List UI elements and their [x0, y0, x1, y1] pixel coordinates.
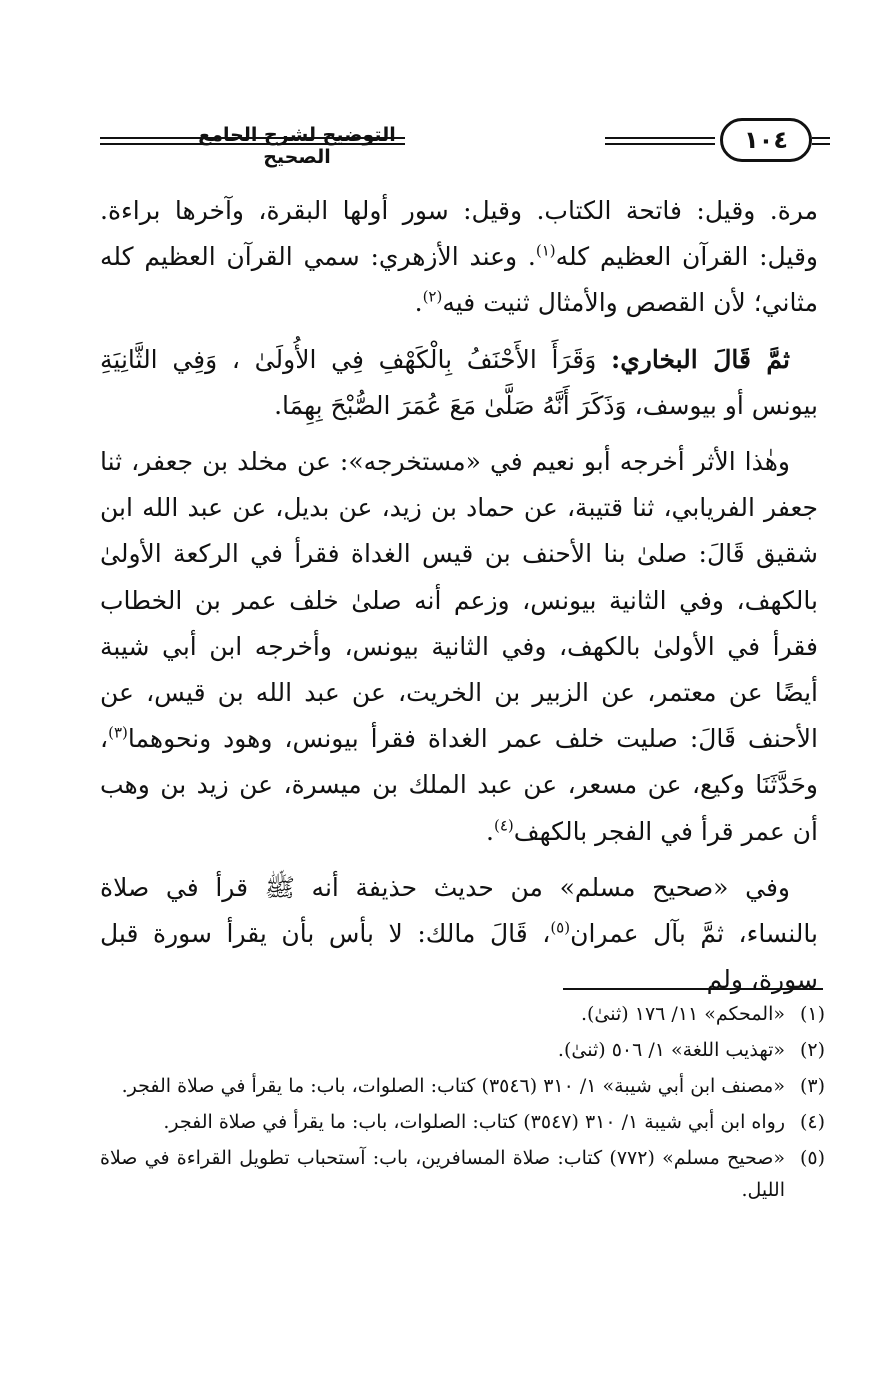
paragraph-text: مرة. وقيل: فاتحة الكتاب. وقيل: سور أولها البقرة، وآخرها براءة. وقيل: القرآن العظيم كله [100, 196, 818, 272]
footnote-ref-5[interactable]: (٥) [550, 918, 571, 937]
header-rule-right [605, 137, 715, 145]
footnote-ref-2[interactable]: (٢) [422, 288, 443, 307]
bukhari-lead: ثمَّ قَالَ البخاري: [611, 344, 790, 374]
footnote-text: «تهذيب اللغة» ١/ ٥٠٦ (ثنىٰ). [557, 1039, 785, 1061]
footnote-text: «صحيح مسلم» (٧٧٢) كتاب: صلاة المسافرين، باب: آستحباب تطويل القراءة في صلاة الليل. [100, 1147, 785, 1201]
page-header [100, 118, 830, 168]
footnote-text: «مصنف ابن أبي شيبة» ١/ ٣١٠ (٣٥٤٦) كتاب: الصلوات، باب: ما يقرأ في صلاة الفجر. [121, 1075, 785, 1097]
paragraph-4 [100, 865, 818, 1004]
footnote-ref-4[interactable]: (٤) [493, 816, 514, 835]
footnote-number: (٢) [799, 1039, 825, 1061]
paragraph-text: ، قَالَ مالك: لا بأس بأن يقرأ سورة قبل سورة، ولم [100, 919, 818, 995]
header-rule-left [100, 137, 405, 145]
paragraph-text: . [414, 288, 423, 318]
main-text [100, 188, 818, 1013]
header-rule-right-end [812, 137, 830, 145]
paragraph-2 [100, 337, 818, 429]
footnote-1 [100, 998, 825, 1030]
footnote-number: (٤) [799, 1111, 825, 1133]
footnote-text: رواه ابن أبي شيبة ١/ ٣١٠ (٣٥٤٧) كتاب: الصلوات، باب: ما يقرأ في صلاة الفجر. [163, 1111, 785, 1133]
footnote-text: «المحكم» ١١/ ١٧٦ (ثنىٰ). [580, 1003, 785, 1025]
footnote-ref-1[interactable]: (١) [535, 241, 556, 260]
page-number: ١٠٤ [720, 118, 812, 162]
paragraph-text: ، وحَدَّثَنَا وكيع، عن مسعر، عن عبد الملك بن ميسرة، عن زيد بن وهب أن عمر قرأ في الفجر بالكهف [100, 724, 818, 846]
paragraph-1 [100, 188, 818, 327]
footnote-number: (٣) [799, 1075, 825, 1097]
footnote-number: (٥) [799, 1147, 825, 1169]
paragraph-3 [100, 439, 818, 855]
paragraph-text: . وعند الأزهري: سمي القرآن العظيم كله مثاني؛ لأن القصص والأمثال ثنيت فيه [100, 242, 818, 318]
footnote-2 [100, 1034, 825, 1066]
footnote-5 [100, 1142, 825, 1206]
running-title: التوضيح لشرح الجامع الصحيح [198, 124, 396, 168]
footnote-3 [100, 1070, 825, 1102]
footnote-number: (١) [799, 1003, 825, 1025]
paragraph-text: وفي «صحيح مسلم» من حديث حذيفة أنه ﷺ قرأ في صلاة بالنساء، ثمَّ بآل عمران [100, 872, 818, 949]
footnote-4 [100, 1106, 825, 1138]
hadith-text: وَقَرَأَ الأَحْنَفُ بِالْكَهْفِ فِي الأُولَىٰ ، وَفِي الثَّانِيَةِ بيونس أو بيوسف، وَذَكَرَ أَنَّهُ صَلَّىٰ مَعَ عُمَرَ الصُّبْحَ بِهِمَا. [100, 344, 818, 420]
footnotes [100, 998, 825, 1210]
footnote-separator [563, 988, 823, 990]
footnote-ref-3[interactable]: (٣) [108, 723, 128, 742]
paragraph-text: . [486, 816, 494, 846]
paragraph-text: وهٰذا الأثر أخرجه أبو نعيم في «مستخرجه»: عن مخلد بن جعفر، ثنا جعفر الفريابي، ثنا قتيبة، عن حماد بن زيد، عن بديل، عن عبد الله ابن شقيق قَالَ: صلىٰ بنا الأحنف بن قيس الغداة فقرأ في الركعة الأولىٰ بالكهف، وفي الثانية بيونس، وزعم أنه صلىٰ خلف عمر بن الخطاب فقرأ في الأولىٰ بالكهف، وفي الثانية بيونس، وأخرجه ابن أبي شيبة أيضًا عن معتمر، عن الزبير بن الخريت، عن عبد الله بن قيس، عن الأحنف قَالَ: صليت خلف عمر الغداة فقرأ بيونس، وهود ونحوهما [100, 447, 818, 754]
